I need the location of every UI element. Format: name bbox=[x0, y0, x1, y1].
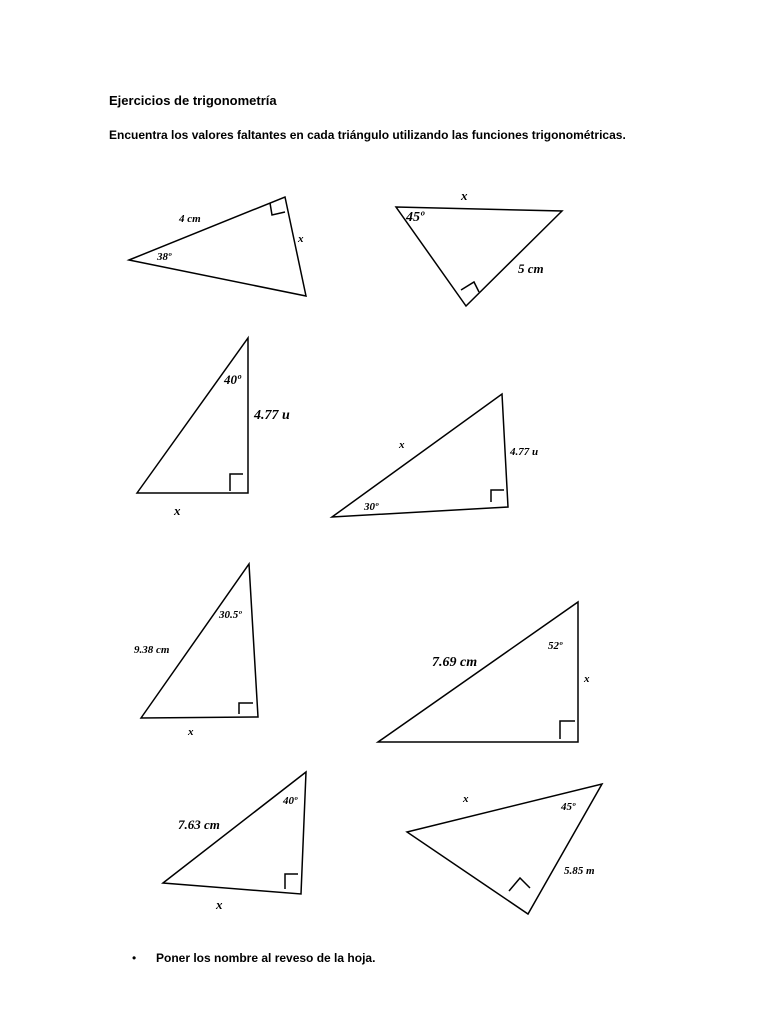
triangle-3-unknown-label: x bbox=[174, 503, 181, 518]
triangle-1 bbox=[129, 197, 306, 296]
triangle-1-unknown-label: x bbox=[298, 233, 304, 245]
triangle-6-shape bbox=[378, 602, 578, 742]
triangle-6 bbox=[378, 602, 578, 742]
triangle-8-unknown-label: x bbox=[463, 793, 469, 805]
worksheet-title: Ejercicios de trigonometría bbox=[109, 93, 277, 108]
triangle-3-angle-label: 40º bbox=[224, 372, 241, 387]
triangle-7-side-label: 7.63 cm bbox=[178, 817, 220, 832]
triangle-6-right-angle-mark bbox=[560, 721, 575, 739]
triangle-8-side-label: 5.85 m bbox=[564, 865, 595, 877]
triangle-7-unknown-label: x bbox=[216, 897, 223, 912]
worksheet-note: Poner los nombre al reveso de la hoja. bbox=[156, 951, 376, 965]
triangle-3 bbox=[137, 338, 248, 493]
triangle-6-unknown-label: x bbox=[584, 673, 590, 685]
triangle-6-angle-label: 52º bbox=[548, 640, 563, 652]
triangle-4-angle-label: 30º bbox=[364, 501, 379, 513]
triangle-4-right-angle-mark bbox=[491, 490, 504, 502]
triangle-5-side-label: 9.38 cm bbox=[134, 644, 170, 656]
triangle-2-side-label: 5 cm bbox=[518, 261, 544, 276]
triangle-3-side-label: 4.77 u bbox=[254, 408, 290, 423]
triangle-8-right-angle-mark bbox=[509, 878, 530, 891]
triangle-1-side-label: 4 cm bbox=[179, 213, 201, 225]
bullet-icon: • bbox=[132, 951, 137, 965]
triangle-5 bbox=[141, 564, 258, 718]
triangle-3-shape bbox=[137, 338, 248, 493]
triangle-5-angle-label: 30.5º bbox=[219, 609, 242, 621]
worksheet-instructions: Encuentra los valores faltantes en cada triángulo utilizando las funciones trigonométricas. bbox=[109, 128, 626, 142]
triangle-7-angle-label: 40º bbox=[283, 795, 298, 807]
triangle-1-shape bbox=[129, 197, 306, 296]
triangle-2-right-angle-mark bbox=[461, 282, 479, 292]
triangle-4-shape bbox=[332, 394, 508, 517]
triangle-2-angle-label: 45º bbox=[406, 210, 425, 225]
triangle-6-side-label: 7.69 cm bbox=[432, 655, 478, 670]
triangle-4 bbox=[332, 394, 508, 517]
triangle-3-right-angle-mark bbox=[230, 474, 243, 491]
triangle-2-unknown-label: x bbox=[461, 188, 468, 203]
triangle-7-right-angle-mark bbox=[285, 874, 298, 889]
triangle-7 bbox=[163, 772, 306, 894]
triangle-5-right-angle-mark bbox=[239, 703, 253, 714]
triangle-4-side-label: 4.77 u bbox=[510, 446, 539, 458]
triangle-4-unknown-label: x bbox=[399, 439, 405, 451]
triangle-5-shape bbox=[141, 564, 258, 718]
triangle-1-angle-label: 38º bbox=[157, 251, 172, 263]
triangle-1-right-angle-mark bbox=[270, 203, 285, 215]
triangle-5-unknown-label: x bbox=[188, 726, 194, 738]
triangle-8-angle-label: 45º bbox=[561, 801, 576, 813]
